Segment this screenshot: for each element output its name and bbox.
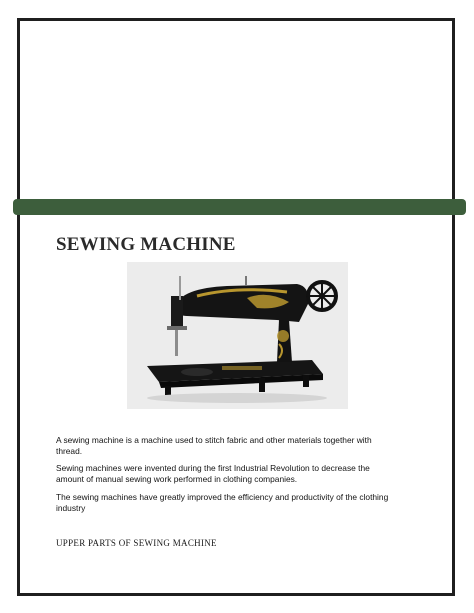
paragraph-3: The sewing machines have greatly improved the efficiency and productivity of the clothing industry xyxy=(56,492,389,513)
sewing-machine-photo xyxy=(127,262,348,409)
document-title: SEWING MACHINE xyxy=(56,234,236,255)
paragraph-2: Sewing machines were invented during the first Industrial Revolution to decrease the amount of manual sewing work performed in clothing companies. xyxy=(56,463,370,484)
paragraph-1: A sewing machine is a machine used to stitch fabric and other materials together with thread. xyxy=(56,435,372,456)
section-heading: UPPER PARTS OF SEWING MACHINE xyxy=(56,538,217,548)
sewing-machine-illustration xyxy=(127,262,348,409)
header-band xyxy=(13,199,466,215)
